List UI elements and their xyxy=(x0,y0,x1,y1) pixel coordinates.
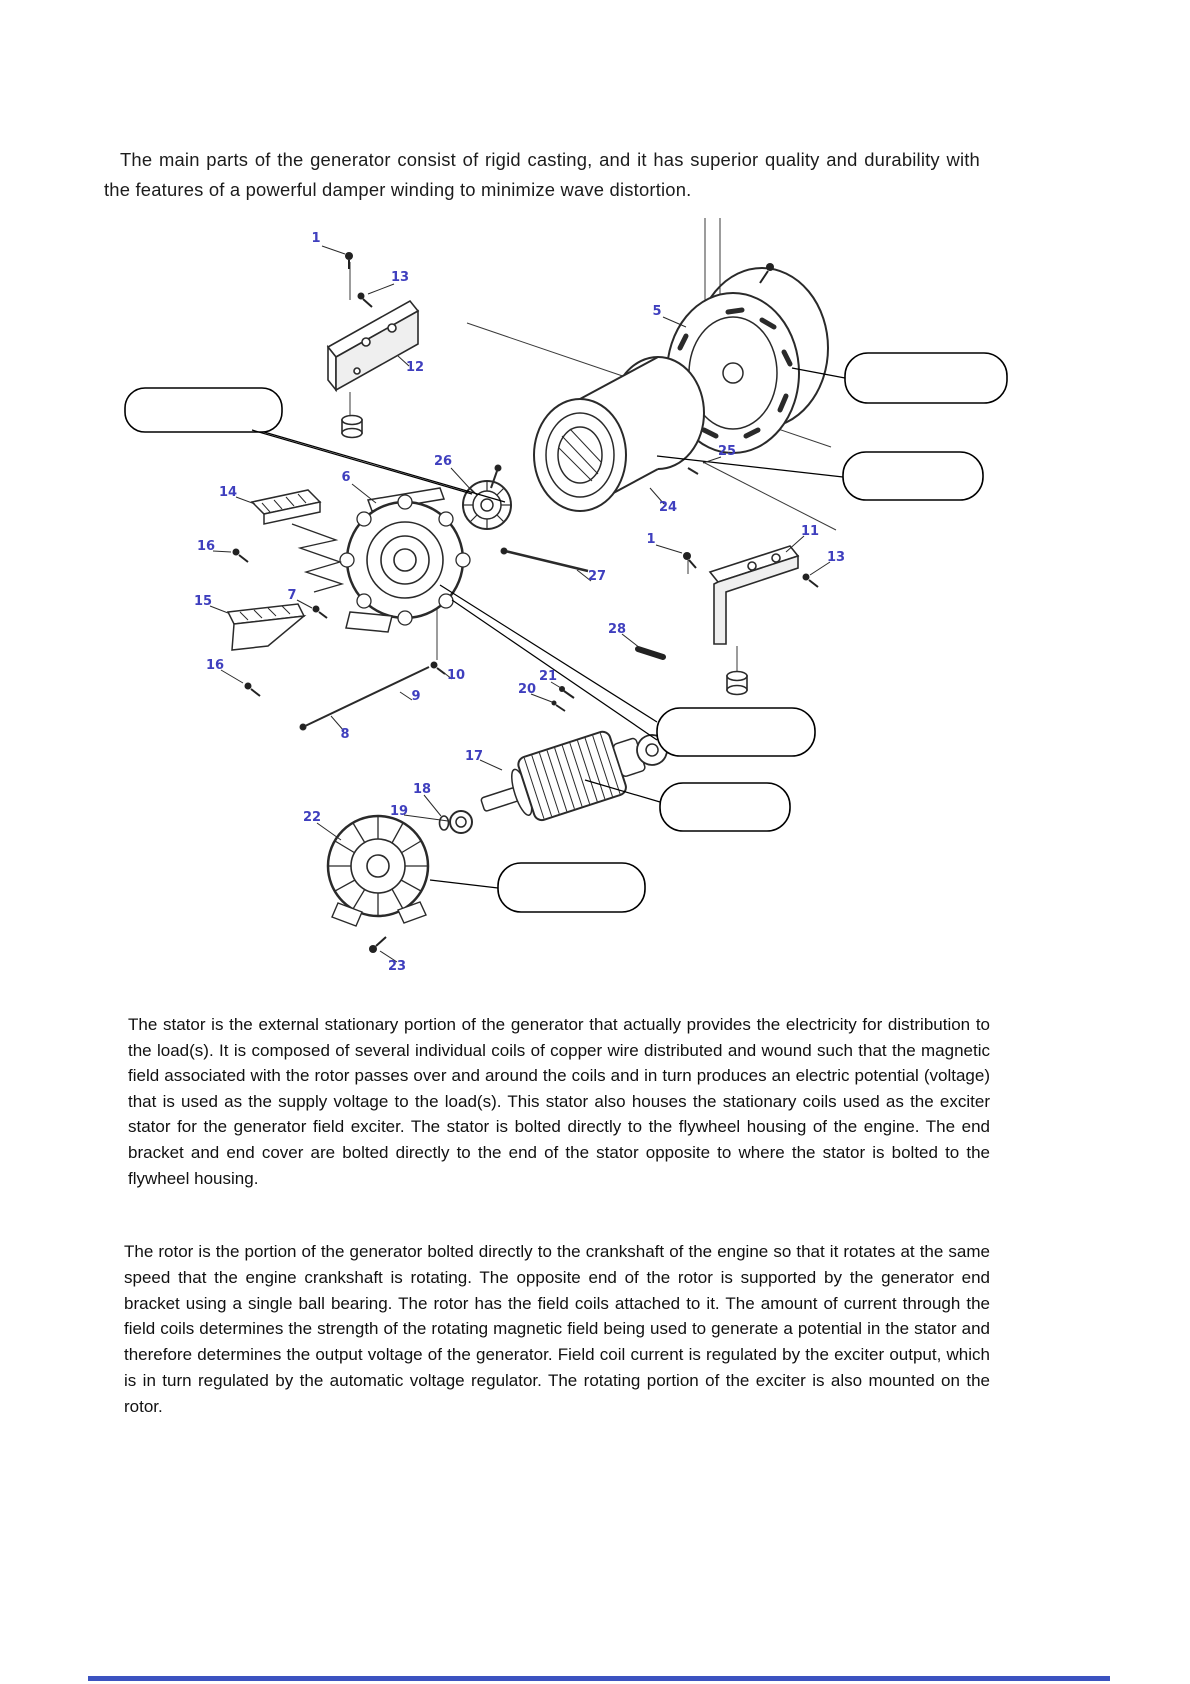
part-bracket-14 xyxy=(252,490,320,524)
callout-bubble xyxy=(660,783,790,831)
part-bearing-19 xyxy=(450,811,472,833)
part-number-15: 15 xyxy=(193,594,213,609)
part-front-housing-6 xyxy=(340,488,470,632)
part-number-21: 21 xyxy=(538,669,558,684)
part-stator-core-24-25 xyxy=(534,357,704,511)
callout-bubble xyxy=(498,863,645,912)
part-number-16: 16 xyxy=(196,539,216,554)
part-number-7: 7 xyxy=(287,588,297,603)
part-vibration-mount-right xyxy=(727,672,747,695)
part-number-1: 1 xyxy=(311,231,321,246)
part-number-13: 13 xyxy=(826,550,846,565)
part-bolt-16-lower xyxy=(245,683,261,697)
part-screw-13-right xyxy=(803,574,819,588)
part-number-26: 26 xyxy=(433,454,453,469)
part-bolt-16-upper xyxy=(233,549,249,563)
part-bolt-7 xyxy=(313,606,328,619)
part-number-10: 10 xyxy=(446,668,466,683)
part-end-bracket-22 xyxy=(328,816,428,926)
footer-divider-line xyxy=(88,1676,1110,1681)
part-number-23: 23 xyxy=(387,959,407,974)
part-bolt-23 xyxy=(369,937,386,953)
part-number-22: 22 xyxy=(302,810,322,825)
part-rod-27 xyxy=(501,548,588,571)
part-pin-28 xyxy=(638,649,663,657)
part-number-8: 8 xyxy=(340,727,350,742)
part-number-19: 19 xyxy=(389,804,409,819)
part-number-9: 9 xyxy=(411,689,421,704)
part-number-18: 18 xyxy=(412,782,432,797)
part-number-24: 24 xyxy=(658,500,678,515)
part-number-25: 25 xyxy=(717,444,737,459)
part-bolt-1-right xyxy=(683,552,696,568)
intro-paragraph: The main parts of the generator consist of rigid casting, and it has superior quality and durability with the features of a powerful damper winding to minimize wave distortion. xyxy=(104,149,980,200)
part-number-11: 11 xyxy=(800,524,820,539)
part-bracket-11 xyxy=(710,546,798,644)
part-number-5: 5 xyxy=(652,304,662,319)
callout-bubble xyxy=(657,708,815,756)
part-screw-5 xyxy=(760,263,774,283)
part-bolt-1 xyxy=(345,252,353,269)
part-screw-21 xyxy=(559,686,574,698)
callout-bubble xyxy=(843,452,983,500)
part-spring-strip xyxy=(292,524,342,592)
part-number-1: 1 xyxy=(646,532,656,547)
stator-paragraph: The stator is the external stationary portion of the generator that actually provides the electricity for distribution to the load(s). It is composed of several individual coils of copper wire distributed and wound such that the magnetic field associated with the rotor passes over and around the coils and in turn produces an electric potential (voltage) that is used as the supply voltage to the load(s). This stator also houses the stationary coils used as the exciter stator for the generator field exciter. The stator is bolted directly to the flywheel housing of the engine. The end bracket and end cover are bolted directly to the end of the stator opposite to where the stator is bolted to the flywheel housing. xyxy=(128,1015,990,1188)
callout-bubble xyxy=(125,388,282,432)
part-vibration-mount-left xyxy=(342,416,362,438)
part-number-12: 12 xyxy=(405,360,425,375)
rotor-paragraph: The rotor is the portion of the generator bolted directly to the crankshaft of the engine so that it rotates at the same speed that the engine crankshaft is rotating. The opposite end of the rotor is supported by the generator end bracket using a single ball bearing. The rotor has the field coils attached to it. The amount of current through the field coils determines the strength of the rotating magnetic field being used to generate a potential in the stator and therefore determines the output voltage of the generator. Field coil current is regulated by the exciter output, which is in turn regulated by the automatic voltage regulator. The rotating portion of the exciter is also mounted on the rotor. xyxy=(124,1242,990,1416)
part-number-27: 27 xyxy=(587,569,607,584)
callout-bubble xyxy=(845,353,1007,403)
part-number-13: 13 xyxy=(390,270,410,285)
part-washer-18 xyxy=(440,816,449,830)
part-number-14: 14 xyxy=(218,485,238,500)
part-screw-20 xyxy=(552,701,566,712)
part-number-28: 28 xyxy=(607,622,627,637)
part-bracket-12 xyxy=(328,301,418,390)
part-screw-13-left xyxy=(358,293,373,308)
part-number-17: 17 xyxy=(464,749,484,764)
part-number-20: 20 xyxy=(517,682,537,697)
part-number-16: 16 xyxy=(205,658,225,673)
part-bracket-15 xyxy=(228,604,304,650)
part-number-6: 6 xyxy=(341,470,351,485)
